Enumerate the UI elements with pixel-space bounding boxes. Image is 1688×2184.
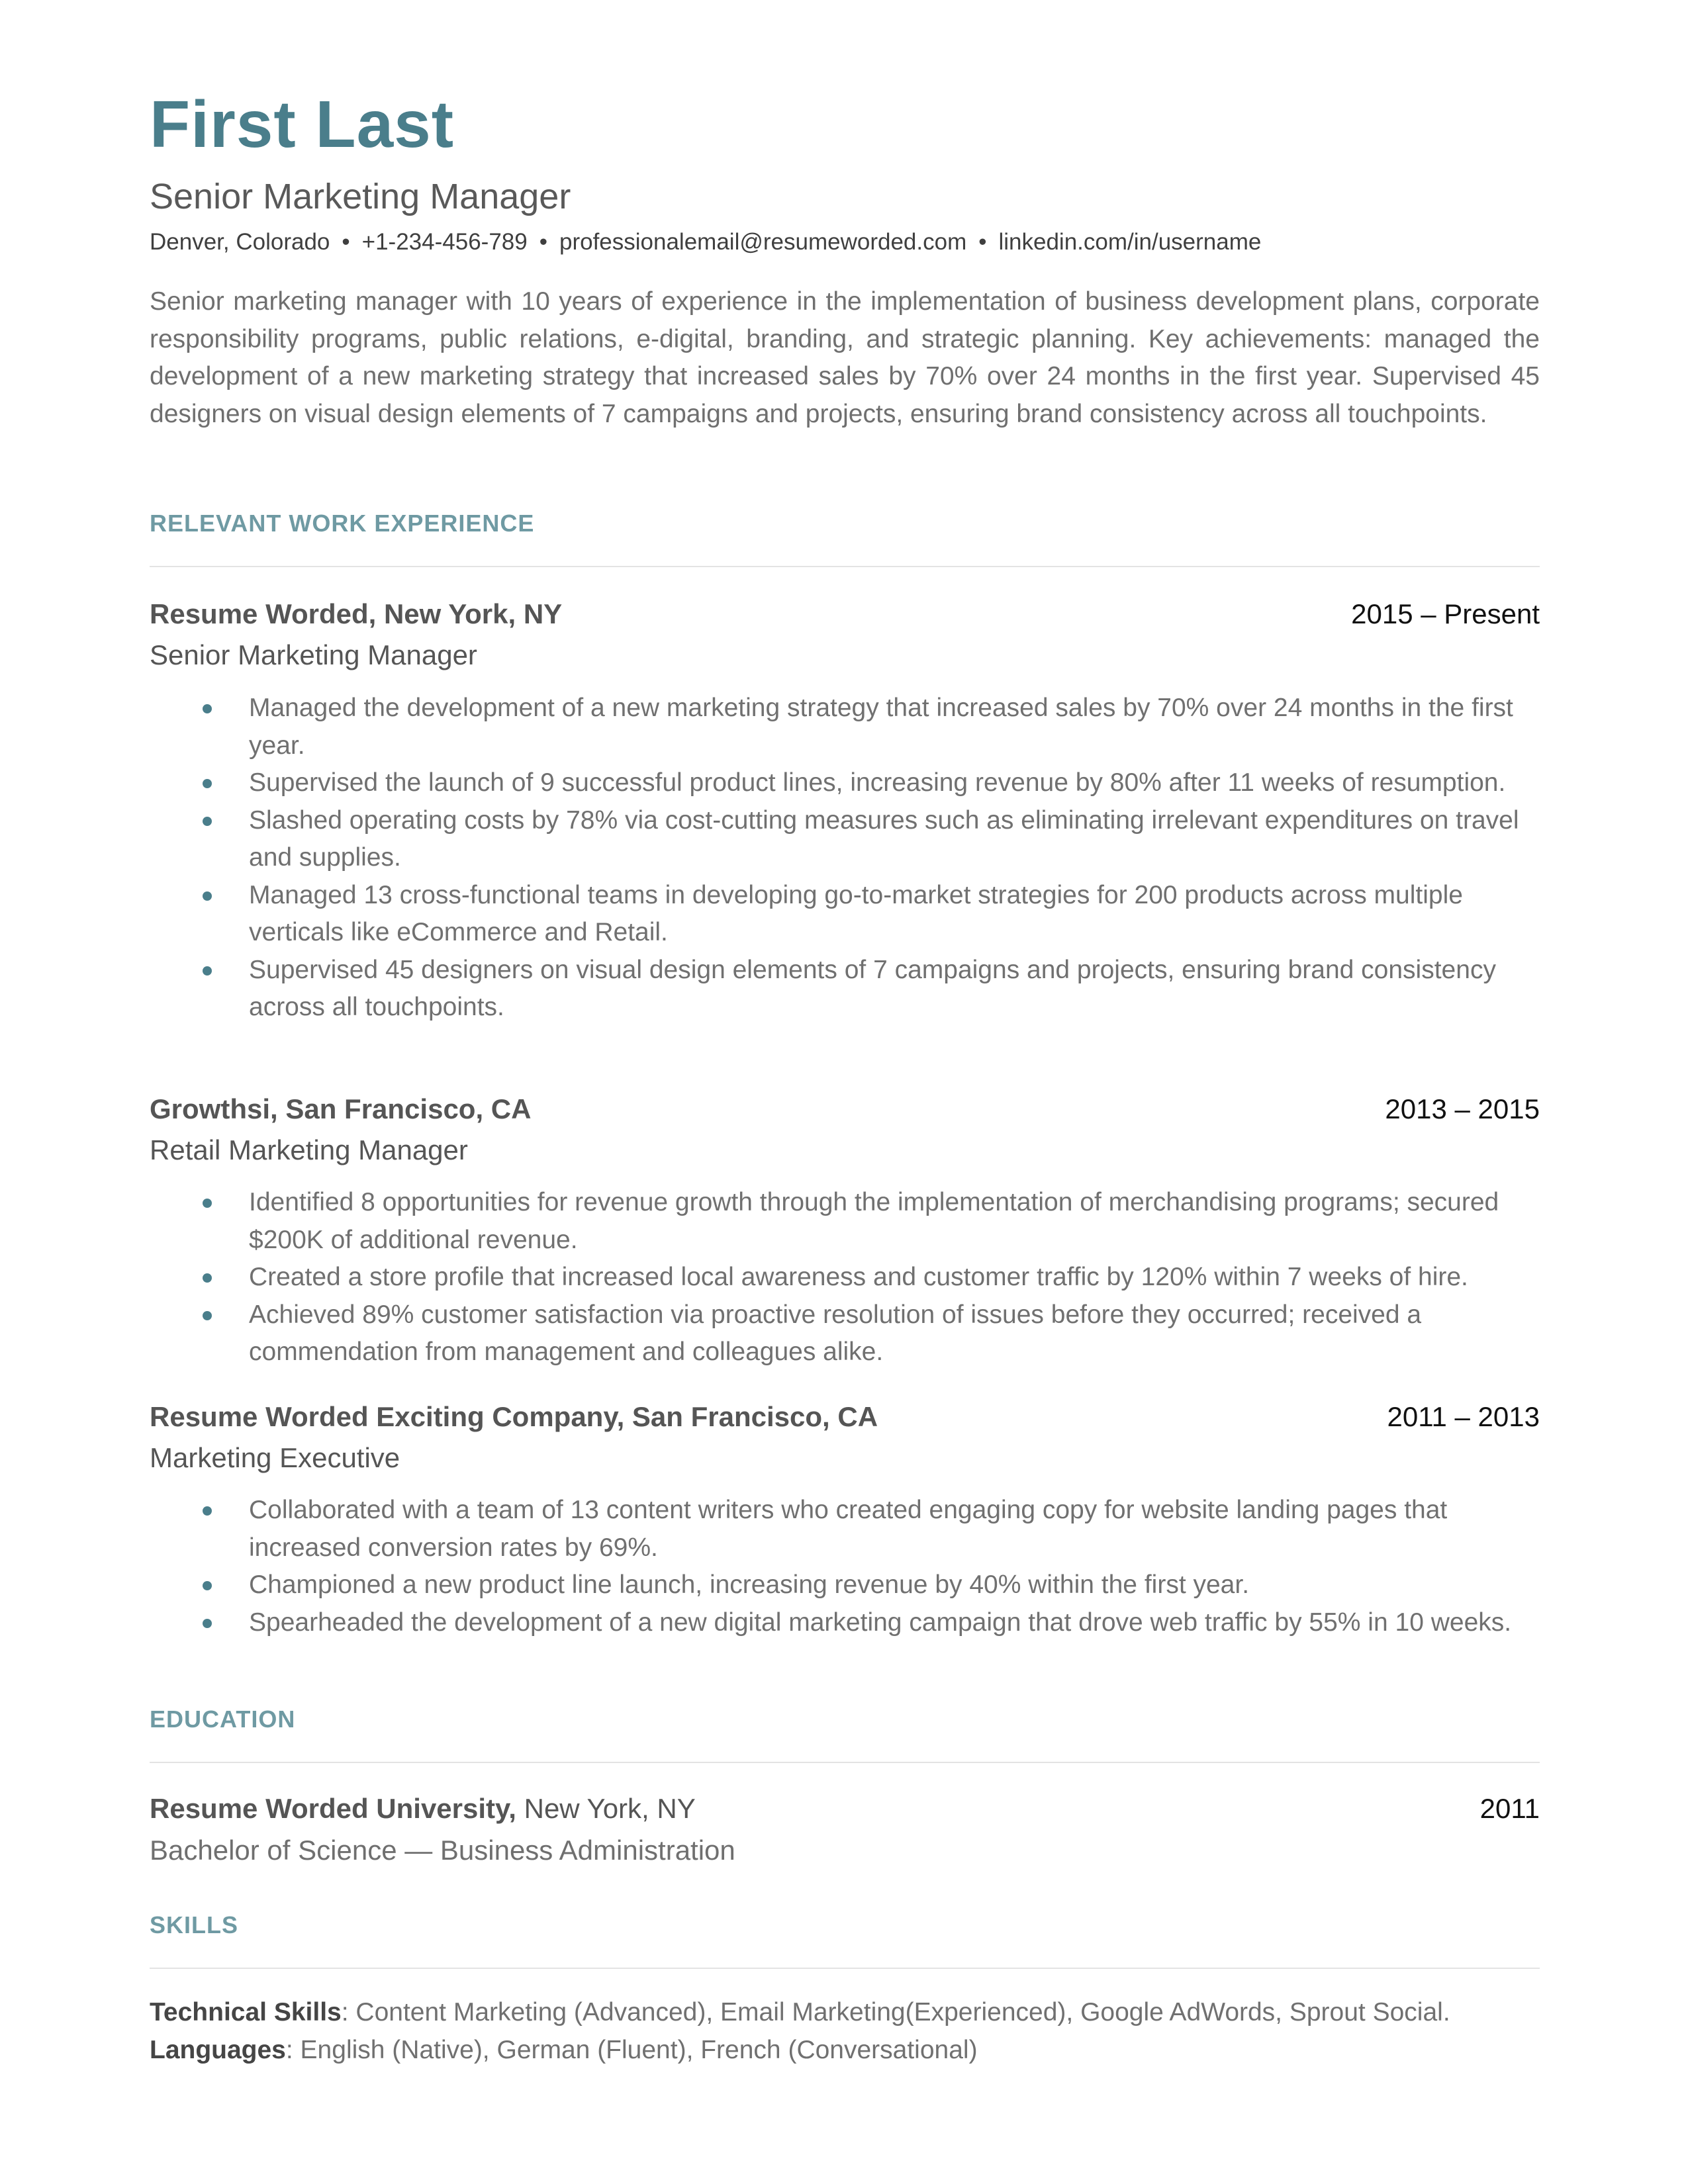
bullet-text: Managed the development of a new marketing strategy that increased sales by 70% over 24 months in the first year.: [249, 694, 1513, 760]
list-item: [150, 952, 1540, 1026]
list-item: [150, 1259, 1540, 1297]
job-company: Resume Worded Exciting Company, San Francisco, CA: [150, 1401, 878, 1432]
job-role: Retail Marketing Manager: [150, 1134, 468, 1165]
job-bullets: [150, 1492, 1540, 1641]
bullet-text: Collaborated with a team of 13 content writers who created engaging copy for website landing pages that increased conversion rates by 69%.: [249, 1496, 1448, 1562]
list-item: [150, 1297, 1540, 1371]
bullet-text: Achieved 89% customer satisfaction via proactive resolution of issues before they occurred; received a commendation from management and colleagues alike.: [249, 1300, 1422, 1366]
skills-languages-label: Languages: [150, 2035, 286, 2064]
contact-line: [150, 225, 1261, 259]
job-company: Resume Worded, New York, NY: [150, 598, 563, 629]
skills-technical-value: : Content Marketing (Advanced), Email Marketing(Experienced), Google AdWords, Sprout Social.: [341, 1998, 1450, 2026]
contact-email[interactable]: professionalemail@resumeworded.com: [559, 229, 967, 255]
job-dates: 2015 – Present: [1351, 598, 1540, 629]
list-item: [150, 1492, 1540, 1567]
contact-linkedin[interactable]: linkedin.com/in/username: [998, 229, 1262, 255]
list-item: [150, 877, 1540, 952]
candidate-name: First Last: [150, 87, 455, 161]
bullet-text: Spearheaded the development of a new digital marketing campaign that drove web traffic by 55% in 10 weeks.: [249, 1608, 1512, 1637]
summary-paragraph: Senior marketing manager with 10 years of experience in the implementation of business development plans, corporate responsibility programs, public relations, e-digital, branding, and strategic planning. Key achievements: managed the development of a new marketing strategy that increased sales by 70% over 24 months in the first year. Supervised 45 designers on visual design elements of 7 campaigns and projects, ensuring brand consistency across all touchpoints.: [150, 287, 1540, 428]
job-role: Marketing Executive: [150, 1442, 400, 1473]
skills-technical-label: Technical Skills: [150, 1998, 342, 2026]
bullet-dot-icon: [203, 1273, 212, 1283]
job-role: Senior Marketing Manager: [150, 639, 477, 670]
section-heading-skills: SKILLS: [150, 1911, 239, 1938]
section-heading-experience: RELEVANT WORK EXPERIENCE: [150, 510, 535, 537]
bullet-dot-icon: [203, 779, 212, 788]
skills-block: [150, 1994, 1540, 2069]
education-header: [150, 1790, 1540, 1827]
section-divider: [150, 1968, 1540, 1969]
list-item: [150, 764, 1540, 802]
job-bullets: [150, 1184, 1540, 1371]
bullet-text: Identified 8 opportunities for revenue growth through the implementation of merchandising programs; secured $200K of additional revenue.: [249, 1188, 1499, 1254]
separator-dot: •: [342, 229, 350, 255]
bullet-text: Created a store profile that increased local awareness and customer traffic by 120% within 7 weeks of hire.: [249, 1263, 1468, 1291]
job-header: [150, 596, 1540, 633]
bullet-dot-icon: [203, 1581, 212, 1590]
bullet-dot-icon: [203, 1619, 212, 1628]
bullet-dot-icon: [203, 1311, 212, 1320]
education-year: 2011: [1479, 1793, 1540, 1824]
education-location: New York, NY: [524, 1793, 696, 1824]
bullet-dot-icon: [203, 891, 212, 901]
bullet-text: Championed a new product line launch, increasing revenue by 40% within the first year.: [249, 1570, 1250, 1599]
education-school: Resume Worded University,: [150, 1793, 516, 1824]
bullet-dot-icon: [203, 966, 212, 976]
separator-dot: •: [539, 229, 547, 255]
bullet-dot-icon: [203, 1199, 212, 1208]
list-item: [150, 1184, 1540, 1259]
skills-technical-row: [150, 1994, 1540, 2032]
bullet-text: Managed 13 cross-functional teams in developing go-to-market strategies for 200 products across multiple verticals like eCommerce and Retail.: [249, 880, 1463, 946]
bullet-text: Supervised the launch of 9 successful product lines, increasing revenue by 80% after 11 weeks of resumption.: [249, 768, 1506, 797]
section-divider: [150, 1762, 1540, 1763]
bullet-text: Slashed operating costs by 78% via cost-cutting measures such as eliminating irrelevant expenditures on travel and supplies.: [249, 805, 1519, 872]
section-divider: [150, 566, 1540, 567]
bullet-dot-icon: [203, 704, 212, 713]
job-header: [150, 1091, 1540, 1128]
section-heading-education: EDUCATION: [150, 1706, 296, 1733]
separator-dot: •: [978, 229, 987, 255]
list-item: [150, 1604, 1540, 1642]
job-bullets: [150, 690, 1540, 1026]
bullet-dot-icon: [203, 817, 212, 826]
job-dates: 2011 – 2013: [1387, 1401, 1540, 1432]
list-item: [150, 802, 1540, 877]
education-degree: Bachelor of Science — Business Administration: [150, 1835, 735, 1866]
skills-languages-row: [150, 2032, 1540, 2070]
candidate-title: Senior Marketing Manager: [150, 177, 571, 216]
bullet-text: Supervised 45 designers on visual design elements of 7 campaigns and projects, ensuring brand consistency across all touchpoints.: [249, 955, 1496, 1021]
job-company: Growthsi, San Francisco, CA: [150, 1093, 532, 1124]
contact-phone[interactable]: +1-234-456-789: [361, 229, 528, 255]
skills-languages-value: : English (Native), German (Fluent), French (Conversational): [285, 2035, 978, 2064]
list-item: [150, 690, 1540, 764]
bullet-dot-icon: [203, 1506, 212, 1516]
list-item: [150, 1567, 1540, 1604]
job-header: [150, 1398, 1540, 1435]
contact-location: Denver, Colorado: [150, 229, 330, 255]
job-dates: 2013 – 2015: [1385, 1093, 1540, 1124]
